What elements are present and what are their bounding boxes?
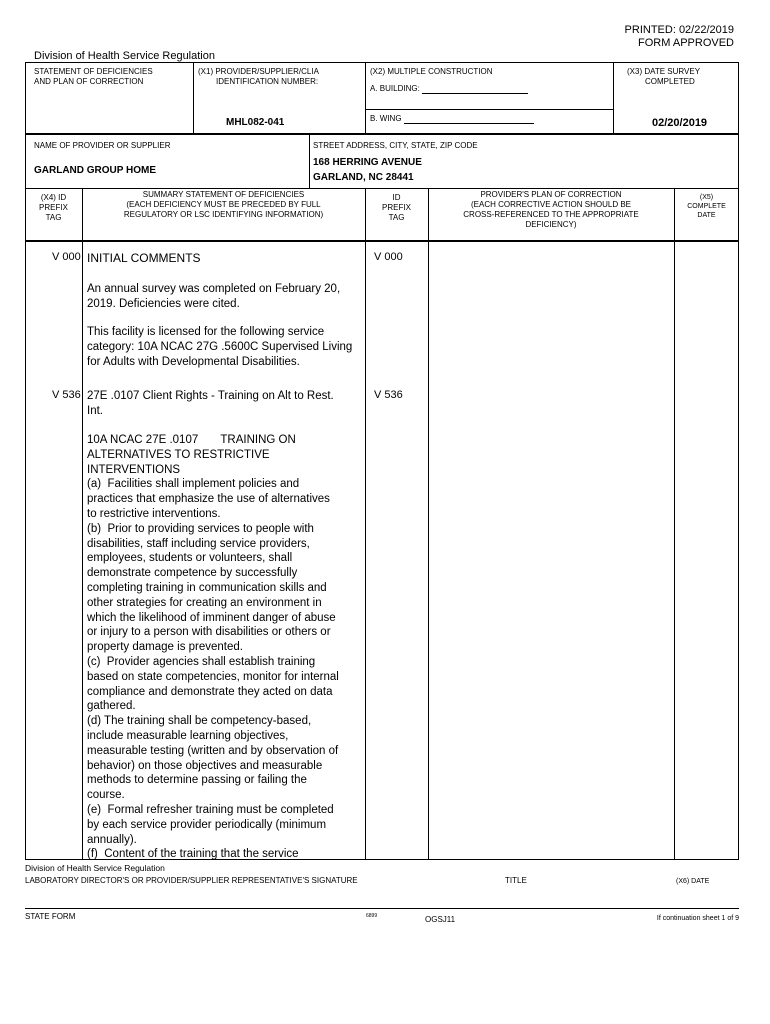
tag-v536-right: V 536: [374, 389, 403, 401]
id-header: [365, 193, 428, 223]
signature-label: LABORATORY DIRECTOR'S OR PROVIDER/SUPPLIER REPRESENTATIVE'S SIGNATURE: [25, 876, 358, 885]
regulation-line: completing training in communication skills and: [87, 581, 327, 594]
regulation-line: which the likelihood of imminent danger of abuse: [87, 611, 336, 624]
regulation-line: practices that emphasize the use of alternatives: [87, 493, 330, 506]
regulation-line: INTERVENTIONS: [87, 463, 181, 476]
tag-v536: V 536: [52, 389, 81, 401]
regulation-line: to restrictive interventions.: [87, 507, 221, 520]
title-label: TITLE: [505, 876, 527, 885]
wing-label: [370, 114, 534, 124]
x1-label: (X1) PROVIDER/SUPPLIER/CLIA: [198, 67, 319, 76]
regulation-line: by each service provider periodically (minimum: [87, 818, 327, 831]
plan-header-line3: CROSS-REFERENCED TO THE APPROPRIATE: [463, 210, 639, 219]
regulation-line: other strategies for creating an environment in: [87, 596, 322, 609]
statement-label: STATEMENT OF DEFICIENCIES: [34, 67, 153, 76]
building-label-text: A. BUILDING:: [370, 84, 420, 93]
x5-header: [674, 193, 739, 220]
heading-initial-comments: INITIAL COMMENTS: [87, 251, 201, 265]
form-approved: FORM APPROVED: [638, 37, 734, 49]
provider-name-value: GARLAND GROUP HOME: [34, 165, 157, 176]
x4-header-line2: PREFIX: [39, 203, 68, 212]
paragraph-survey: An annual survey was completed on February 20, 2019. Deficiencies were cited.: [87, 283, 341, 310]
regulation-line: compliance and demonstrate they acted on data: [87, 685, 333, 698]
provider-id-value: MHL082-041: [226, 117, 285, 128]
provider-name-label: NAME OF PROVIDER OR SUPPLIER: [34, 141, 171, 150]
regulation-line: employees, students or volunteers, shall: [87, 552, 293, 565]
regulation-line: ALTERNATIVES TO RESTRICTIVE: [87, 448, 270, 461]
x4-header-line3: TAG: [45, 213, 62, 222]
wing-label-text: B. WING: [370, 114, 402, 123]
x5-header-line3: DATE: [697, 212, 716, 219]
regulation-line: annually).: [87, 833, 137, 846]
state-form-label: STATE FORM: [25, 912, 76, 921]
plan-header-line2: (EACH CORRECTIVE ACTION SHOULD BE: [470, 200, 632, 209]
survey-date-value: 02/20/2019: [652, 117, 708, 129]
regulation-line: property damage is prevented.: [87, 641, 243, 654]
plan-header-line4: DEFICIENCY): [525, 220, 577, 229]
building-field[interactable]: [422, 83, 528, 94]
building-label: [370, 83, 528, 94]
address-line1: 168 HERRING AVENUE: [313, 157, 422, 168]
regulation-line: methods to determine passing or failing the: [87, 774, 307, 787]
footer-agency: Division of Health Service Regulation: [25, 863, 165, 873]
regulation-line: based on state competencies, monitor for internal: [87, 670, 339, 683]
form-code: 6899: [366, 913, 378, 919]
id-header-line2: PREFIX: [382, 203, 411, 212]
address-label: STREET ADDRESS, CITY, STATE, ZIP CODE: [313, 141, 478, 150]
event-id: OGSJ11: [425, 915, 456, 924]
x5-header-line1: (X5): [699, 194, 714, 201]
printed-date: PRINTED: 02/22/2019: [624, 24, 734, 36]
x3-label-2: COMPLETED: [645, 77, 695, 86]
regulation-line: 10A NCAC 27E .0107 TRAINING ON: [87, 434, 296, 446]
wing-field[interactable]: [404, 115, 534, 124]
id-header-line1: ID: [392, 193, 401, 202]
x5-header-line2: COMPLETE: [687, 203, 726, 210]
summary-header-line3: REGULATORY OR LSC IDENTIFYING INFORMATION): [123, 210, 324, 219]
x1-label-2: IDENTIFICATION NUMBER:: [216, 77, 319, 86]
plan-header: [428, 190, 674, 230]
regulation-text: [87, 433, 363, 862]
x2-label: (X2) MULTIPLE CONSTRUCTION: [370, 67, 493, 76]
plan-header-line1: PROVIDER'S PLAN OF CORRECTION: [480, 190, 622, 199]
regulation-line: (e) Formal refresher training must be completed: [87, 803, 334, 816]
x4-header-line1: (X4) ID: [40, 193, 67, 202]
statement-label-2: AND PLAN OF CORRECTION: [34, 77, 144, 86]
id-header-line3: TAG: [388, 213, 405, 222]
summary-header-line1: SUMMARY STATEMENT OF DEFICIENCIES: [142, 190, 305, 199]
x4-header: [25, 193, 82, 223]
regulation-line: or injury to a person with disabilities or others or: [87, 626, 331, 639]
regulation-line: disabilities, staff including service providers,: [87, 537, 310, 550]
heading-client-rights: 27E .0107 Client Rights - Training on Alt to Rest. Int.: [87, 390, 334, 417]
regulation-line: (a) Facilities shall implement policies and: [87, 478, 300, 491]
regulation-line: (d) The training shall be competency-based,: [87, 715, 312, 728]
regulation-line: (b) Prior to providing services to people with: [87, 522, 314, 535]
regulation-line: (f) Content of the training that the service: [87, 848, 299, 861]
regulation-line: course.: [87, 789, 125, 802]
regulation-line: measurable testing (written and by observation of: [87, 744, 339, 757]
summary-header: [82, 190, 365, 220]
regulation-line: behavior) on those objectives and measurable: [87, 759, 323, 772]
regulation-line: gathered.: [87, 700, 136, 713]
agency-name: Division of Health Service Regulation: [34, 50, 215, 62]
regulation-line: include measurable learning objectives,: [87, 729, 289, 742]
address-line2: GARLAND, NC 28441: [313, 172, 414, 183]
tag-v000-right: V 000: [374, 251, 403, 263]
summary-header-line2: (EACH DEFICIENCY MUST BE PRECEDED BY FULL: [126, 200, 321, 209]
regulation-line: demonstrate competence by successfully: [87, 567, 298, 580]
x6-date-label: (X6) DATE: [676, 878, 710, 885]
continuation-sheet: If continuation sheet 1 of 9: [656, 915, 739, 922]
paragraph-license: This facility is licensed for the following service category: 10A NCAC 27G .5600C Supervised Living for Adults with Developmental Disabilities.: [87, 326, 353, 368]
tag-v000: V 000: [52, 251, 81, 263]
x3-label: (X3) DATE SURVEY: [627, 67, 701, 76]
regulation-line: (c) Provider agencies shall establish training: [87, 655, 316, 668]
